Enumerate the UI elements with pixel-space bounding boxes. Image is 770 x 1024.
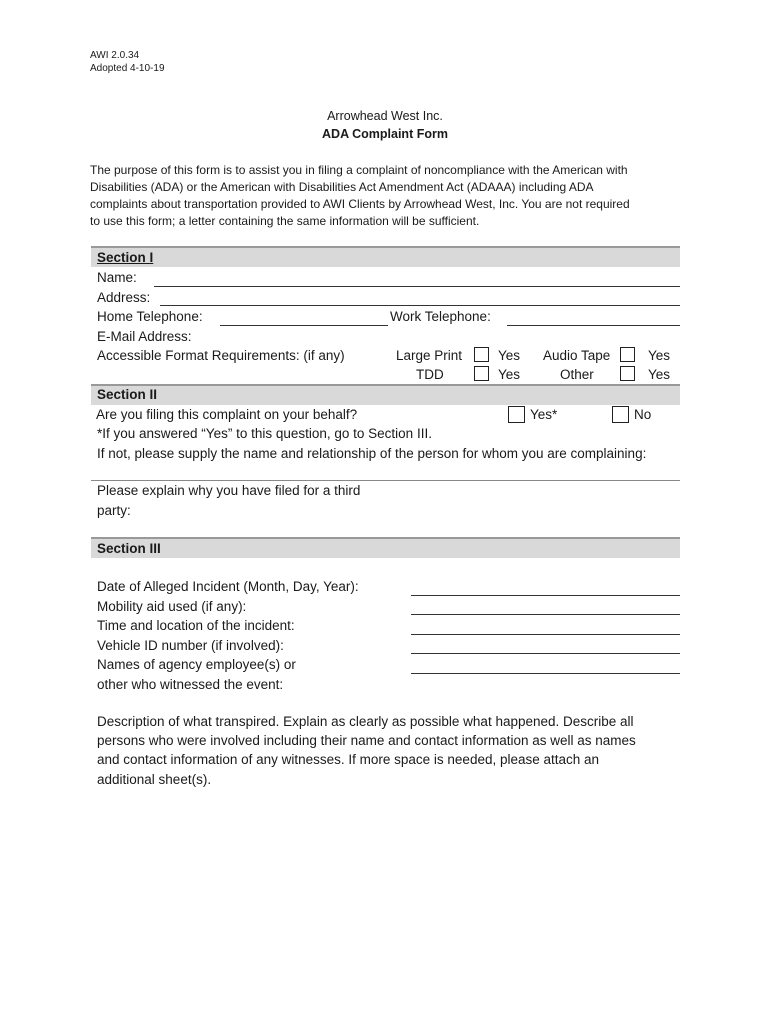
tdd-yes: Yes xyxy=(498,367,521,382)
if-not-instruction: If not, please supply the name and relationship of the person for whom you are complaining: xyxy=(97,446,647,461)
name-label: Name: xyxy=(97,270,137,285)
vehicle-id-field[interactable] xyxy=(411,653,680,654)
behalf-question: Are you filing this complaint on your behalf? xyxy=(96,407,358,422)
explain-label-line-1: Please explain why you have filed for a third xyxy=(97,483,361,498)
mobility-aid-label: Mobility aid used (if any): xyxy=(97,599,247,614)
explain-label-line-2: party: xyxy=(97,503,131,518)
witness-label-line-1: Names of agency employee(s) or xyxy=(97,657,296,672)
home-phone-label: Home Telephone: xyxy=(97,309,203,324)
work-phone-label: Work Telephone: xyxy=(390,309,491,324)
form-title: ADA Complaint Form xyxy=(322,127,448,141)
description-line-4: additional sheet(s). xyxy=(97,772,212,787)
intro-line-4: to use this form; a letter containing the same information will be sufficient. xyxy=(90,214,480,228)
section-3-heading: Section III xyxy=(97,541,161,556)
section-2-heading: Section II xyxy=(97,387,158,402)
mobility-aid-field[interactable] xyxy=(411,614,680,615)
time-location-label: Time and location of the incident: xyxy=(97,618,295,633)
address-field[interactable] xyxy=(160,305,680,306)
time-location-field[interactable] xyxy=(411,634,680,635)
description-line-3: and contact information of any witnesses. If more space is needed, please attach an xyxy=(97,752,600,767)
tdd-checkbox[interactable] xyxy=(474,366,489,381)
work-phone-field[interactable] xyxy=(507,325,680,326)
witness-label-line-2: other who witnessed the event: xyxy=(97,677,284,692)
email-label: E-Mail Address: xyxy=(97,329,192,344)
audio-tape-label: Audio Tape xyxy=(543,348,611,363)
witness-field[interactable] xyxy=(411,673,680,674)
large-print-checkbox[interactable] xyxy=(474,347,489,362)
org-name: Arrowhead West Inc. xyxy=(327,109,443,123)
audio-tape-checkbox[interactable] xyxy=(620,347,635,362)
other-label: Other xyxy=(560,367,594,382)
intro-line-1: The purpose of this form is to assist you in filing a complaint of noncompliance with the American with xyxy=(90,163,628,177)
behalf-no-checkbox[interactable] xyxy=(612,406,629,423)
description-line-1: Description of what transpired. Explain as clearly as possible what happened. Describe all xyxy=(97,714,634,729)
section-1-header-band xyxy=(91,246,680,267)
vehicle-id-label: Vehicle ID number (if involved): xyxy=(97,638,284,653)
home-phone-field[interactable] xyxy=(220,325,388,326)
behalf-yes-checkbox[interactable] xyxy=(508,406,525,423)
large-print-yes: Yes xyxy=(498,348,521,363)
description-line-2: persons who were involved including their name and contact information as well as names xyxy=(97,733,636,748)
incident-date-field[interactable] xyxy=(411,595,680,596)
section-1-heading: Section I xyxy=(97,250,154,265)
incident-date-label: Date of Alleged Incident (Month, Day, Year): xyxy=(97,579,359,594)
section-2-header-band xyxy=(91,384,680,405)
behalf-no-label: No xyxy=(634,407,652,422)
intro-line-3: complaints about transportation provided to AWI Clients by Arrowhead West, Inc. You are not required xyxy=(90,197,630,211)
other-checkbox[interactable] xyxy=(620,366,635,381)
accessible-format-label: Accessible Format Requirements: (if any) xyxy=(97,348,345,363)
behalf-yes-label: Yes* xyxy=(530,407,558,422)
intro-line-2: Disabilities (ADA) or the American with Disabilities Act Amendment Act (ADAAA) including ADA xyxy=(90,180,594,194)
address-label: Address: xyxy=(97,290,151,305)
large-print-label: Large Print xyxy=(396,348,463,363)
other-yes: Yes xyxy=(648,367,671,382)
tdd-label: TDD xyxy=(416,367,444,382)
section-3-header-band xyxy=(91,537,680,558)
yes-note: *If you answered “Yes” to this question, go to Section III. xyxy=(97,426,432,441)
form-code: AWI 2.0.34 xyxy=(90,50,140,61)
audio-tape-yes: Yes xyxy=(648,348,671,363)
name-field[interactable] xyxy=(154,286,680,287)
adopted-date: Adopted 4-10-19 xyxy=(90,63,165,74)
